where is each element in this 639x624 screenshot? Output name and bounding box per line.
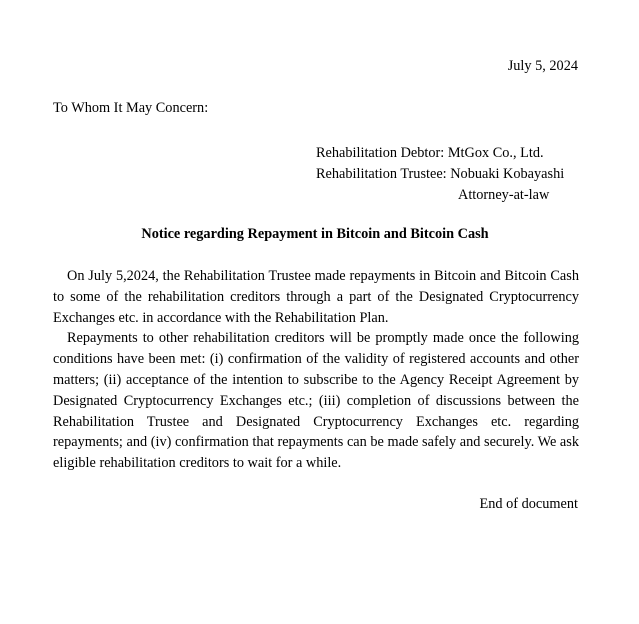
notice-title: Notice regarding Repayment in Bitcoin and Bitcoin Cash [141,226,489,242]
debtor-line: Rehabilitation Debtor: MtGox Co., Ltd. [316,145,544,161]
document-date: July 5, 2024 [507,58,578,74]
trustee-line: Rehabilitation Trustee: Nobuaki Kobayashi [316,166,565,182]
trustee-title: Attorney-at-law [458,187,550,203]
notice-body [53,266,579,474]
salutation: To Whom It May Concern: [53,100,209,116]
end-of-document: End of document [479,496,578,512]
parties-block [316,143,564,206]
paragraph-2: Repayments to other rehabilitation creditors will be promptly made once the following conditions have been met: (i) confirmation of the validity of registered accounts and other matters; (ii) acceptance of the intention to subscribe to the Agency Receipt Agreement by Designated Cryptocurrency Exchanges etc.; (iii) completion of discussions between the Rehabilitation Trustee and Designated Cryptocurrency Exchanges etc. regarding repayments; and (iv) confirmation that repayments can be made safely and securely. We ask eligible rehabilitation creditors to wait for a while. [53,330,579,472]
paragraph-1: On July 5,2024, the Rehabilitation Trustee made repayments in Bitcoin and Bitcoin Cash to some of the rehabilitation creditors through a part of the Designated Cryptocurrency Exchanges etc. in accordance with the Rehabilitation Plan. [53,268,579,326]
